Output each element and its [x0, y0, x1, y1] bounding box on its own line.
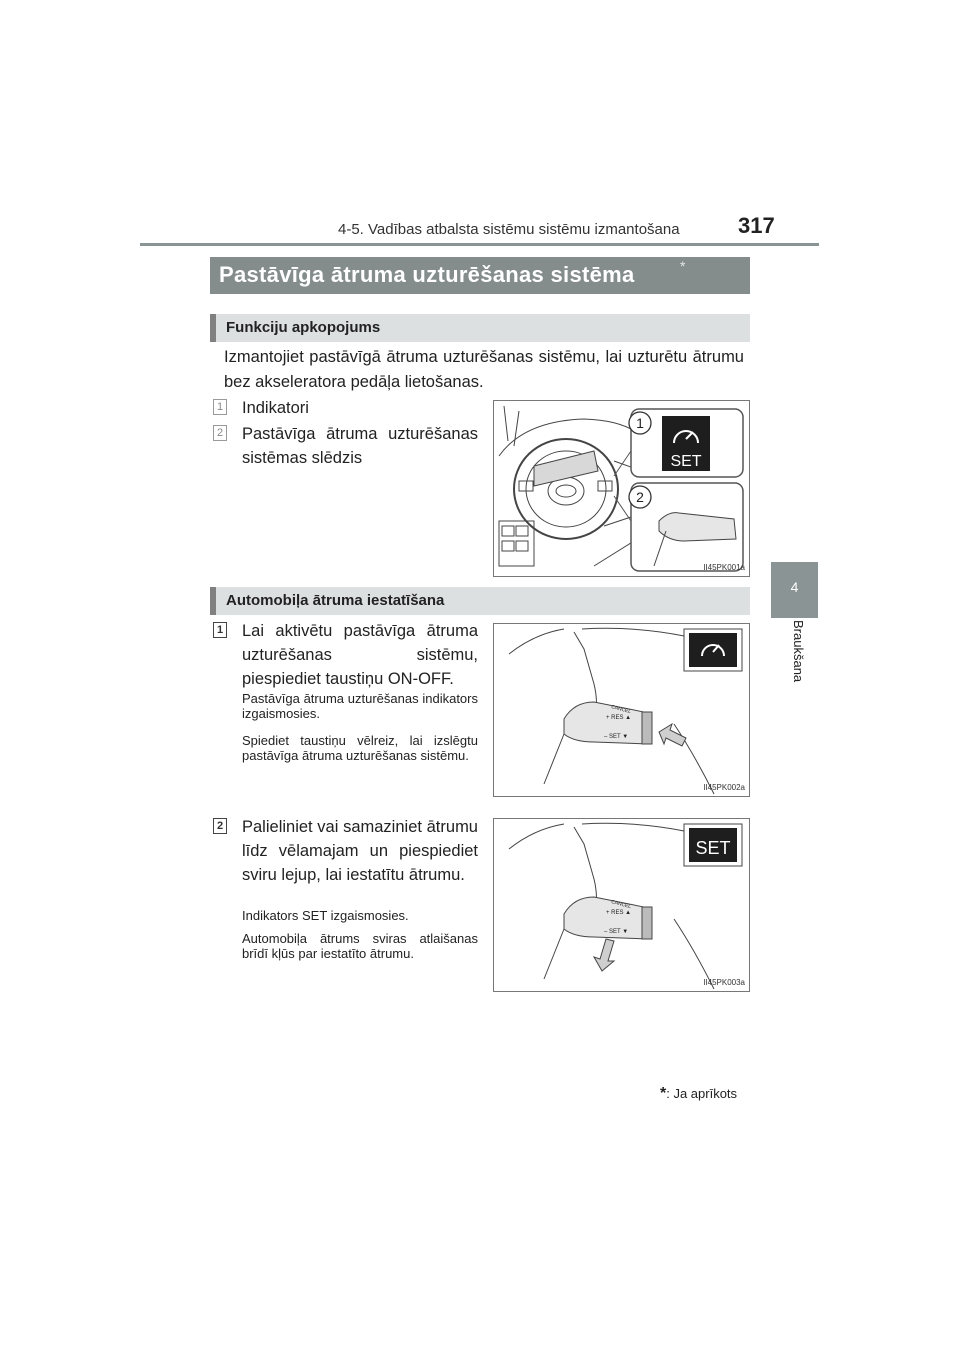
svg-text:CANCEL: CANCEL — [610, 704, 632, 716]
step-number: 2 — [213, 818, 227, 834]
figure-code: II45PK003a — [703, 978, 745, 987]
indicator-display — [689, 633, 737, 667]
footnote-text: : Ja aprīkots — [666, 1086, 738, 1101]
lever-res-label: + RES ▲ — [606, 715, 632, 721]
set-indicator-text: SET — [670, 453, 702, 470]
step-note: Spiediet taustiņu vēlreiz, lai izslēgtu pastāvīga ātruma uzturēšanas sistēmu. — [242, 733, 478, 763]
item-number: 1 — [213, 399, 227, 415]
running-header-section: 4-5. Vadības atbalsta sistēmu sistēmu izmantošana — [338, 221, 680, 238]
step-number: 1 — [213, 622, 227, 638]
step-note: Indikators SET izgaismosies. — [242, 908, 409, 923]
figure-onoff-button — [493, 623, 750, 797]
footnote-mark: * — [660, 1085, 667, 1102]
header-rule — [140, 243, 819, 246]
chapter-tab — [771, 562, 818, 618]
figure-code: II45PK001a — [703, 563, 745, 572]
section-heading-summary-label: Funkciju apkopojums — [226, 319, 381, 336]
item-text: Pastāvīga ātruma uzturēšanas sistēmas slēdzis — [242, 425, 478, 467]
page-title: Pastāvīga ātruma uzturēšanas sistēma — [219, 262, 635, 287]
section-heading-setting-label: Automobiļa ātruma iestatīšana — [226, 592, 445, 609]
item-number: 2 — [213, 425, 227, 441]
figure-steering-wheel — [493, 400, 750, 577]
page-title-bar — [210, 257, 750, 294]
svg-text:+ RES ▲: + RES ▲ — [606, 910, 632, 916]
footnote — [660, 1085, 737, 1103]
page-number: 317 — [738, 213, 775, 238]
step-note: Automobiļa ātrums sviras atlaišanas brīdī kļūs par iestatīto ātrumu. — [242, 931, 478, 961]
figure-set-lever — [493, 818, 750, 992]
item-text: Indikatori — [242, 399, 309, 417]
intro-paragraph: Izmantojiet pastāvīgā ātruma uzturēšanas sistēmu, lai uzturētu ātrumu bez akseleratora pedāļa lietošanas. — [224, 348, 744, 391]
section-heading-setting — [210, 587, 750, 615]
chapter-number: 4 — [790, 579, 799, 595]
step-note: Pastāvīga ātruma uzturēšanas indikators izgaismosies. — [242, 691, 478, 721]
press-arrow-icon — [659, 724, 686, 746]
section-heading-summary — [210, 314, 750, 342]
set-indicator-text: SET — [695, 838, 731, 858]
chapter-label: Braukšana — [791, 620, 806, 683]
figure-code: II45PK002a — [703, 783, 745, 792]
push-down-arrow-icon — [594, 939, 614, 971]
svg-text:CANCEL: CANCEL — [610, 899, 632, 911]
steering-wheel-illustration — [494, 401, 749, 576]
title-asterisk: * — [680, 258, 686, 274]
lever-set-label: – SET ▼ — [604, 734, 629, 740]
step-text: Lai aktivētu pastāvīga ātruma uzturēšanas sistēmu, piespiediet taustiņu ON-OFF. — [242, 622, 478, 688]
step-text: Palieliniet vai samaziniet ātrumu līdz vēlamajam un piespiediet sviru lejup, lai iestatītu ātrumu. — [242, 818, 478, 884]
onoff-button — [642, 712, 652, 744]
callout-1: 1 — [636, 415, 644, 431]
callout-2: 2 — [636, 489, 644, 505]
svg-text:– SET ▼: – SET ▼ — [604, 929, 629, 935]
